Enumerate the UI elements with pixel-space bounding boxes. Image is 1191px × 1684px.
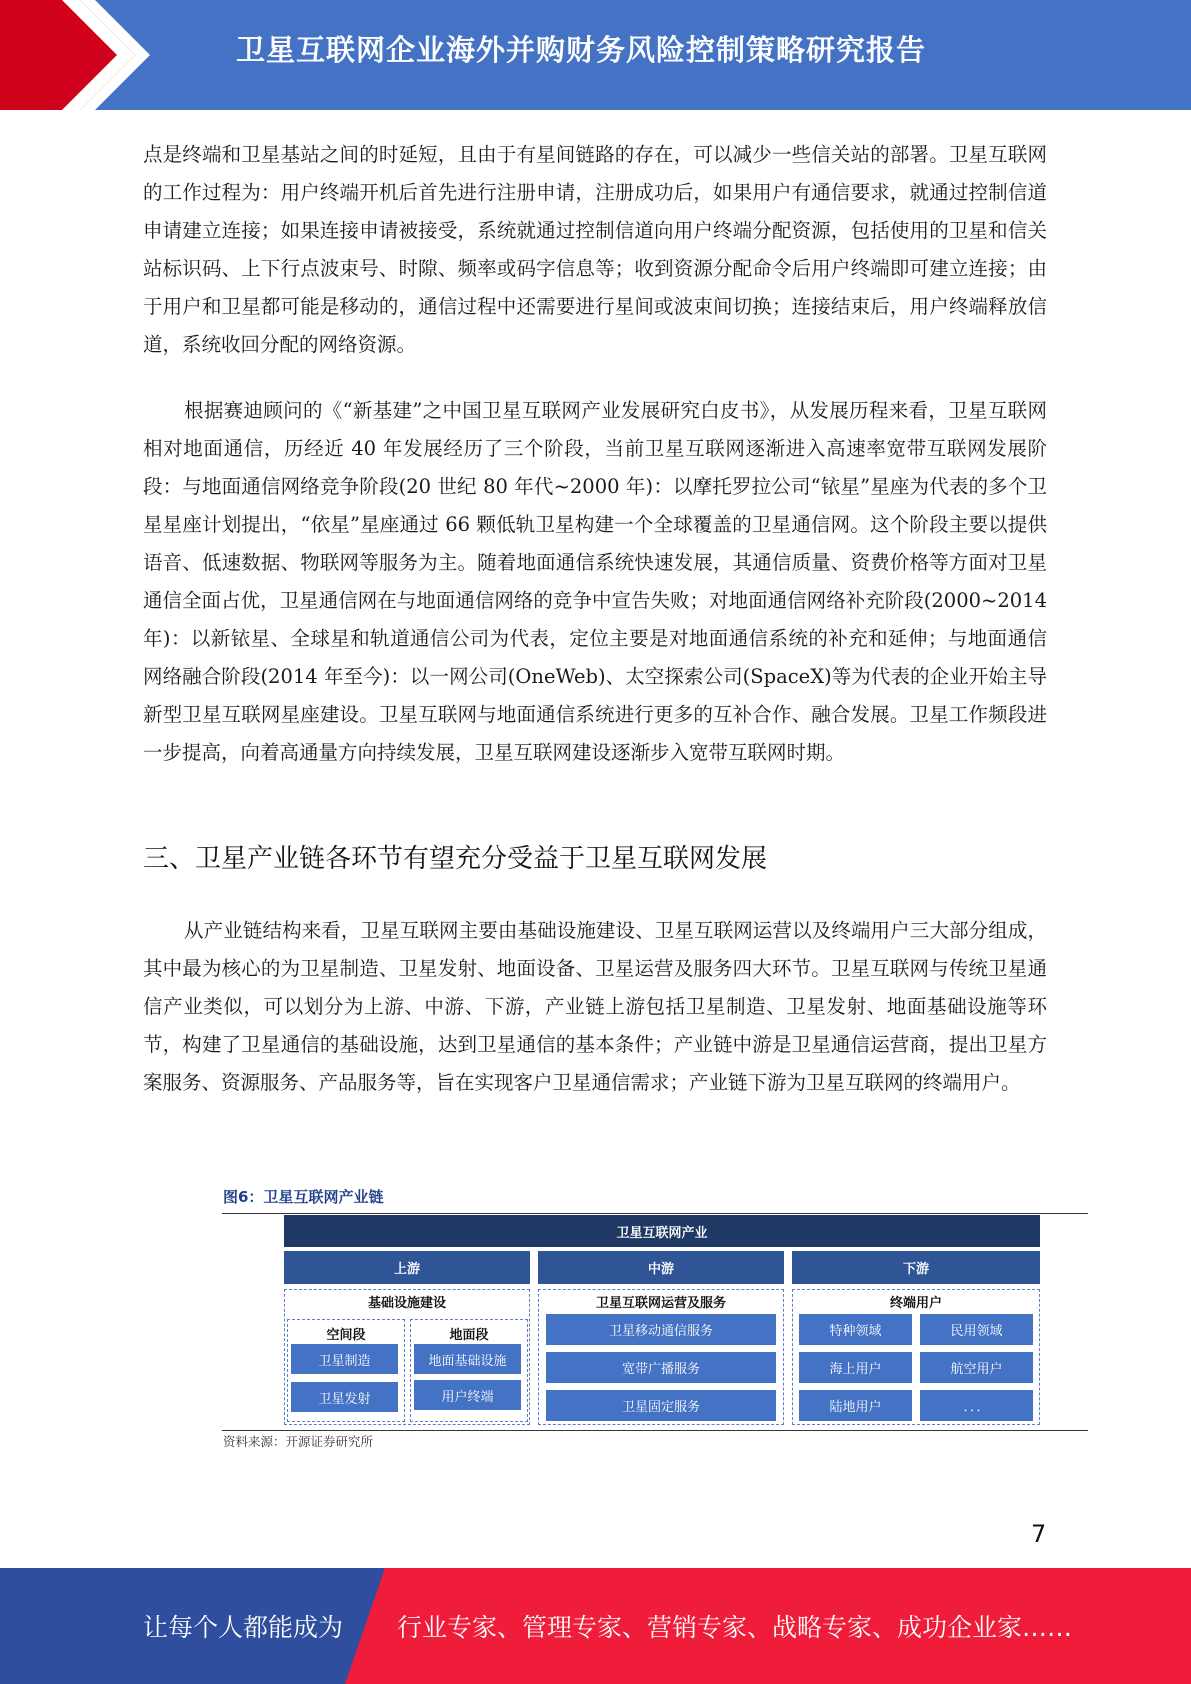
body-paragraph: 根据赛迪顾问的《“新基建”之中国卫星互联网产业发展研究白皮书》，从发展历程来看，卫星互联网相对地面通信，历经近 40 年发展经历了三个阶段，当前卫星互联网逐渐进入高速率宽带互联网发展阶段：与地面通信网络竞争阶段(20 世纪 80 年代~2000 年)：以摩托罗拉公司“铱星”星座为代表的多个卫星星座计划提出，“依星”星座通过 66 颗低轨卫星构建一个全球覆盖的卫星通信网。这个阶段主要以提供语音、低速数据、物联网等服务为主。随着地面通信系统快速发展，其通信质量、资费价格等方面对卫星通信全面占优，卫星通信网在与地面通信网络的竞争中宣告失败；对地面通信网络补充阶段(2000~2014 年)：以新铱星、全球星和轨道通信公司为代表，定位主要是对地面通信系统的补充和延伸；与地面通信网络融合阶段(2014 年至今)：以一网公司(OneWeb)、太空探索公司(SpaceX)等为代表的企业开始主导新型卫星互联网星座建设。卫星互联网与地面通信系统进行更多的互补合作、融合发展。卫星工作频段进一步提高，向着高通量方向持续发展，卫星互联网建设逐渐步入宽带互联网时期。 — [143, 399, 1047, 764]
chain-cell: 卫星固定服务 — [546, 1390, 776, 1421]
chain-cell: 用户终端 — [414, 1380, 521, 1410]
chain-cell: 宽带广播服务 — [546, 1352, 776, 1383]
figure-bottom-rule — [222, 1430, 1088, 1431]
red-chevron-decoration — [0, 0, 150, 110]
upstream-header: 上游 — [284, 1251, 530, 1284]
midstream-header: 中游 — [538, 1251, 784, 1284]
section-heading: 三、卫星产业链各环节有望充分受益于卫星互联网发展 — [143, 844, 768, 874]
chain-cell: 卫星发射 — [291, 1382, 398, 1412]
chain-cell: ．．． — [920, 1390, 1033, 1421]
report-title: 卫星互联网企业海外并购财务风险控制策略研究报告 — [236, 33, 927, 67]
page-footer — [0, 1568, 1191, 1684]
downstream-group-label: 终端用户 — [889, 1296, 942, 1311]
footer-slogan-left: 让每个人都能成为 — [143, 1613, 344, 1642]
body-paragraph: 从产业链结构来看，卫星互联网主要由基础设施建设、卫星互联网运营以及终端用户三大部分组成，其中最为核心的为卫星制造、卫星发射、地面设备、卫星运营及服务四大环节。卫星互联网与传统卫星通信产业类似，可以划分为上游、中游、下游，产业链上游包括卫星制造、卫星发射、地面基础设施等环节，构建了卫星通信的基础设施，达到卫星通信的基本条件；产业链中游是卫星通信运营商，提出卫星方案服务、资源服务、产品服务等，旨在实现客户卫星通信需求；产业链下游为卫星互联网的终端用户。 — [143, 919, 1047, 1094]
chain-cell: 航空用户 — [920, 1352, 1033, 1383]
body-paragraph: 点是终端和卫星基站之间的时延短，且由于有星间链路的存在，可以减少一些信关站的部署。卫星互联网的工作过程为：用户终端开机后首先进行注册申请，注册成功后，如果用户有通信要求，就通过控制信道申请建立连接；如果连接申请被接受，系统就通过控制信道向用户终端分配资源，包括使用的卫星和信关站标识码、上下行点波束号、时隙、频率或码字信息等；收到资源分配命令后用户终端即可建立连接；由于用户和卫星都可能是移动的，通信过程中还需要进行星间或波束间切换；连接结束后，用户终端释放信道，系统收回分配的网络资源。 — [143, 143, 1047, 356]
chain-cell: 海上用户 — [799, 1352, 912, 1383]
footer-slogan-right: 行业专家、管理专家、营销专家、战略专家、成功企业家…… — [397, 1613, 1073, 1642]
figure-top-rule — [222, 1213, 1088, 1214]
chain-cell: 地面基础设施 — [414, 1344, 521, 1374]
chain-cell: 民用领域 — [920, 1314, 1033, 1345]
midstream-group-label: 卫星互联网运营及服务 — [595, 1296, 726, 1311]
figure-top-bar: 卫星互联网产业 — [284, 1215, 1040, 1247]
space-segment-label: 空间段 — [326, 1328, 366, 1343]
upstream-group-label: 基础设施建设 — [367, 1296, 446, 1311]
chain-cell: 陆地用户 — [799, 1390, 912, 1421]
page-header — [0, 0, 1191, 110]
ground-segment-label: 地面段 — [449, 1328, 489, 1343]
chain-cell: 卫星移动通信服务 — [546, 1314, 776, 1345]
downstream-header: 下游 — [792, 1251, 1040, 1284]
figure-source: 资料来源：开源证券研究所 — [223, 1434, 374, 1449]
page-number: 7 — [1031, 1520, 1047, 1548]
chain-cell: 卫星制造 — [291, 1344, 398, 1374]
chain-cell: 特种领域 — [799, 1314, 912, 1345]
figure-title: 图6：卫星互联网产业链 — [223, 1188, 384, 1206]
